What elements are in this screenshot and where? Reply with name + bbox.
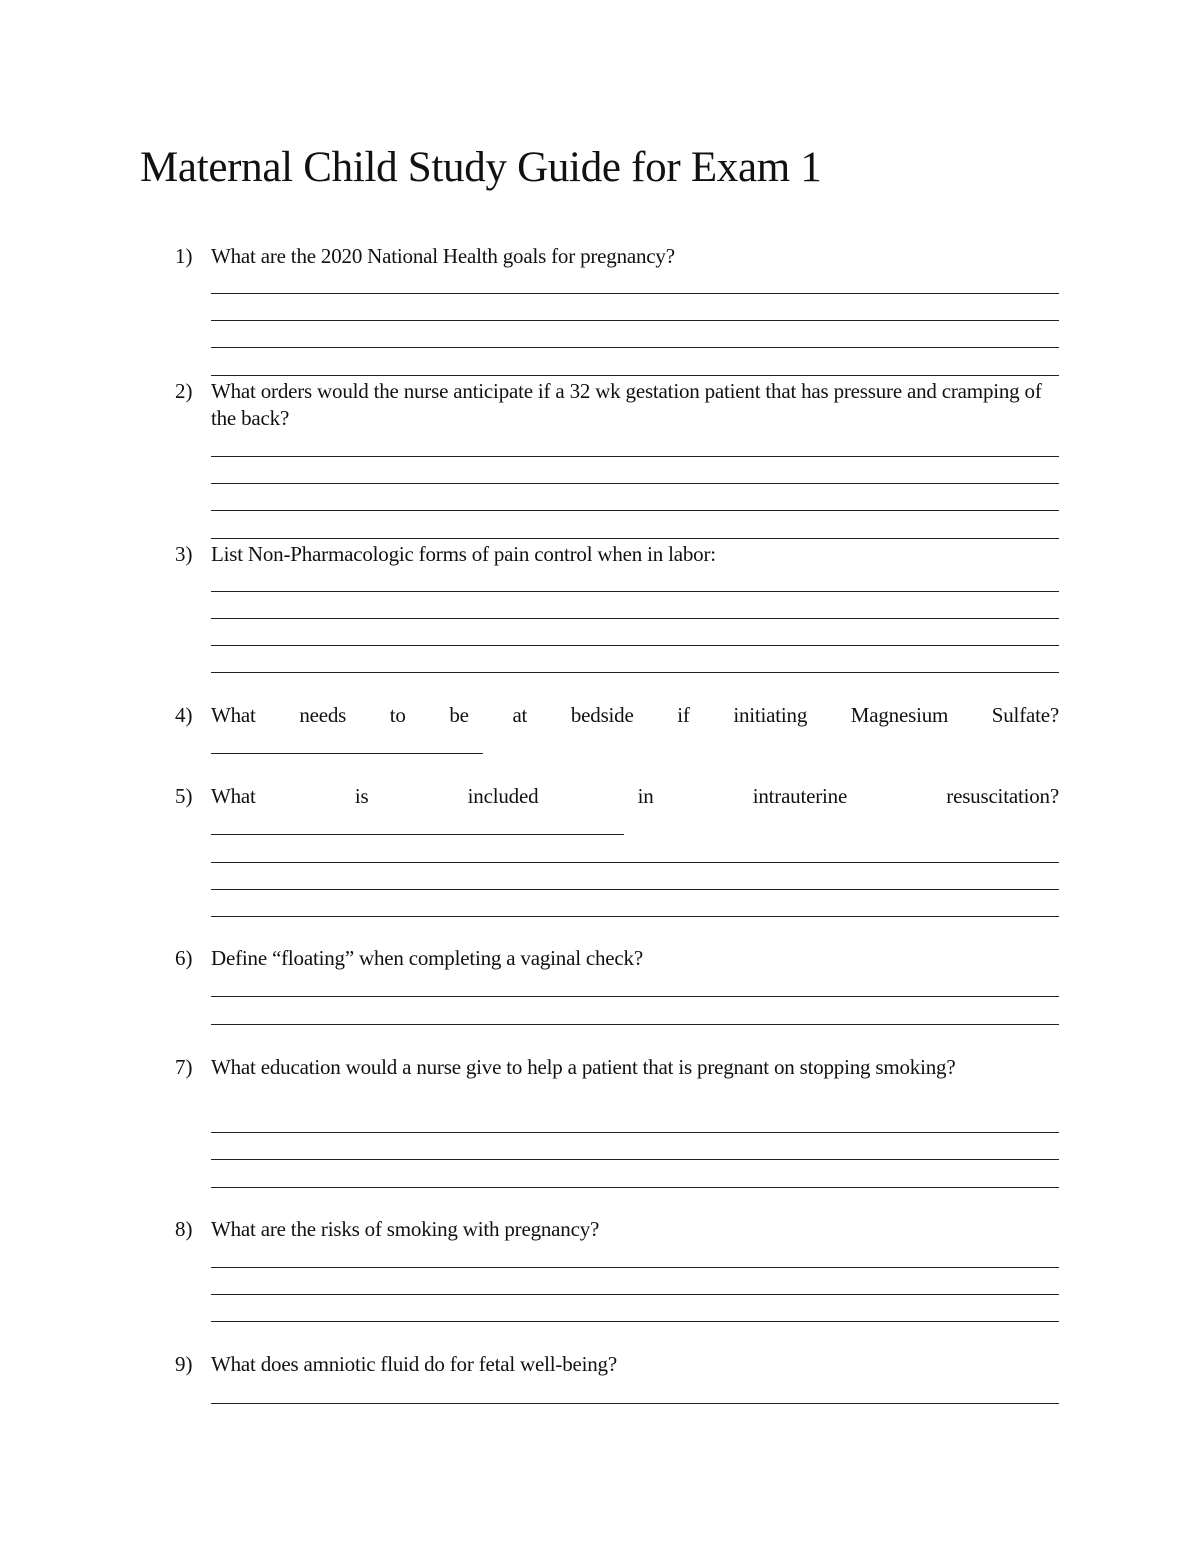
- answer-line[interactable]: [211, 889, 1059, 890]
- answer-line[interactable]: [211, 834, 624, 835]
- answer-line[interactable]: [211, 996, 1059, 997]
- answer-line[interactable]: [211, 1024, 1059, 1025]
- question-text: What does amniotic fluid do for fetal well-being?: [211, 1352, 617, 1376]
- question-word: Magnesium: [850, 703, 949, 727]
- question-text: [211, 783, 1059, 810]
- question-word: is: [354, 784, 369, 808]
- answer-line[interactable]: [211, 538, 1059, 539]
- question-word: needs: [299, 703, 347, 727]
- question-text: What are the risks of smoking with pregnancy?: [211, 1217, 600, 1241]
- answer-line[interactable]: [211, 645, 1059, 646]
- answer-line[interactable]: [211, 320, 1059, 321]
- answer-line[interactable]: [211, 672, 1059, 673]
- answer-line[interactable]: [211, 347, 1059, 348]
- answer-line[interactable]: [211, 862, 1059, 863]
- question-number: 1): [175, 244, 193, 268]
- question-number: 6): [175, 946, 193, 970]
- answer-line[interactable]: [211, 1159, 1059, 1160]
- question-number: 8): [175, 1217, 193, 1241]
- answer-line[interactable]: [211, 1403, 1059, 1404]
- question-word: to: [389, 703, 406, 727]
- question-number: 9): [175, 1352, 193, 1376]
- answer-line[interactable]: [211, 293, 1059, 294]
- question-text: Define “floating” when completing a vaginal check?: [211, 946, 643, 970]
- answer-line[interactable]: [211, 510, 1059, 511]
- answer-line[interactable]: [211, 375, 1059, 376]
- answer-line[interactable]: [211, 483, 1059, 484]
- answer-line[interactable]: [211, 1321, 1059, 1322]
- question-text: [211, 702, 1059, 729]
- answer-line[interactable]: [211, 456, 1059, 457]
- page-title: Maternal Child Study Guide for Exam 1: [140, 144, 822, 191]
- question-word: included: [467, 784, 539, 808]
- answer-line[interactable]: [211, 1267, 1059, 1268]
- question-word: be: [449, 703, 469, 727]
- answer-line[interactable]: [211, 753, 483, 754]
- question-number: 5): [175, 784, 193, 808]
- answer-line[interactable]: [211, 1294, 1059, 1295]
- question-text: What are the 2020 National Health goals for pregnancy?: [211, 244, 675, 268]
- question-word: resuscitation?: [946, 784, 1059, 808]
- answer-line[interactable]: [211, 618, 1059, 619]
- question-word: in: [637, 784, 654, 808]
- question-text: List Non-Pharmacologic forms of pain control when in labor:: [211, 542, 716, 566]
- question-number: 7): [175, 1055, 193, 1079]
- question-number: 2): [175, 379, 193, 403]
- question-word: What: [211, 784, 256, 808]
- question-number: 3): [175, 542, 193, 566]
- question-text: What orders would the nurse anticipate if a 32 wk gestation patient that has pressure and cramping of the back?: [211, 379, 1042, 430]
- question-word: intrauterine: [752, 784, 848, 808]
- question-word: What: [211, 703, 256, 727]
- question-word: bedside: [570, 703, 634, 727]
- answer-line[interactable]: [211, 1187, 1059, 1188]
- question-word: Sulfate?: [991, 703, 1059, 727]
- question-text: What education would a nurse give to help a patient that is pregnant on stopping smoking?: [211, 1055, 956, 1079]
- question-word: if: [677, 703, 690, 727]
- question-number: 4): [175, 703, 193, 727]
- question-word: initiating: [733, 703, 808, 727]
- answer-line[interactable]: [211, 916, 1059, 917]
- answer-line[interactable]: [211, 591, 1059, 592]
- question-word: at: [512, 703, 528, 727]
- answer-line[interactable]: [211, 1132, 1059, 1133]
